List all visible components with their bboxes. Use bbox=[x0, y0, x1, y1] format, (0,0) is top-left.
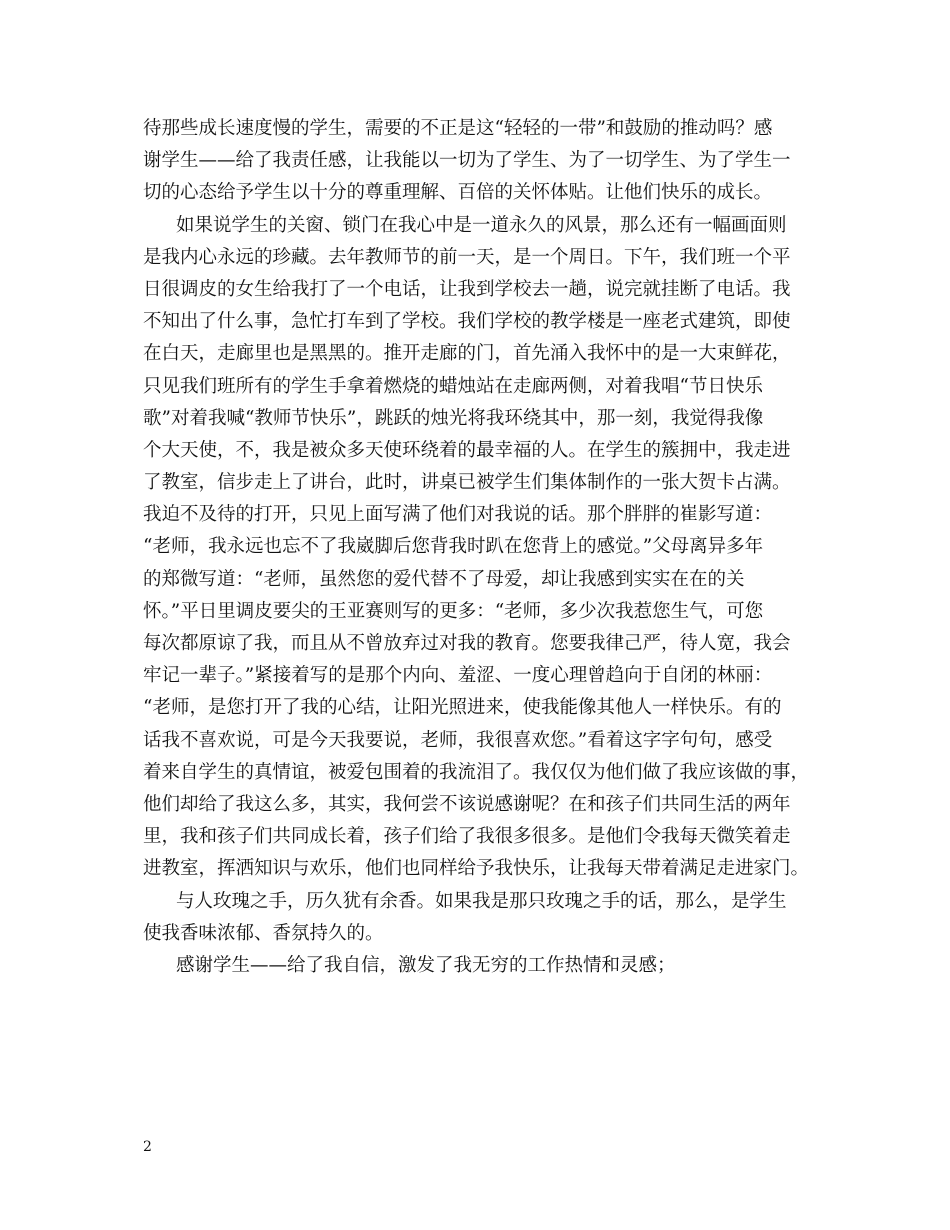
page-number: 2 bbox=[143, 1139, 152, 1155]
text-line: 的郑微写道：“老师，虽然您的爱代替不了母爱，却让我感到实实在在的关 bbox=[143, 568, 745, 590]
text-line: 他们却给了我这么多，其实，我何尝不该说感谢呢？在和孩子们共同生活的两年 bbox=[143, 793, 791, 815]
text-line: 待那些成长速度慢的学生，需要的不正是这“轻轻的一带”和鼓励的推动吗？感 bbox=[143, 118, 773, 139]
text-line: 话我不喜欢说，可是今天我要说，老师，我很喜欢您。”看着这字字句句，感受 bbox=[143, 729, 773, 751]
text-line: 切的心态给予学生以十分的尊重理解、百倍的关怀体贴。让他们快乐的成长。 bbox=[143, 182, 773, 204]
text-line: 了教室，信步走上了讲台，此时，讲桌已被学生们集体制作的一张大贺卡占满。 bbox=[143, 472, 791, 494]
text-line: 进教室，挥洒知识与欢乐，他们也同样给予我快乐，让我每天带着满足走进家门。 bbox=[143, 858, 810, 880]
text-line: 不知出了什么事，急忙打车到了学校。我们学校的教学楼是一座老式建筑，即使 bbox=[143, 311, 791, 333]
text-line: “老师，是您打开了我的心结，让阳光照进来，使我能像其他人一样快乐。有的 bbox=[143, 697, 782, 719]
text-line: 在白天，走廊里也是黑黑的。推开走廊的门，首先涌入我怀中的是一大束鲜花， bbox=[143, 343, 791, 365]
text-line: 只见我们班所有的学生手拿着燃烧的蜡烛站在走廊两侧，对着我唱“节日快乐 bbox=[143, 375, 763, 397]
text-line: 个大天使，不，我是被众多天使环绕着的最幸福的人。在学生的簇拥中，我走进 bbox=[143, 439, 791, 461]
text-line: 感谢学生——给了我自信，激发了我无穷的工作热情和灵感； bbox=[176, 954, 676, 976]
text-line: 使我香味浓郁、香氛持久的。 bbox=[143, 922, 384, 944]
text-line: “老师，我永远也忘不了我崴脚后您背我时趴在您背上的感觉。”父母离异多年 bbox=[143, 536, 764, 558]
text-line: 谢学生——给了我责任感，让我能以一切为了学生、为了一切学生、为了学生一 bbox=[143, 150, 791, 172]
document-body bbox=[143, 113, 823, 982]
text-line: 着来自学生的真情谊，被爱包围着的我流泪了。我仅仅为他们做了我应该做的事， bbox=[143, 761, 810, 783]
text-line: 里，我和孩子们共同成长着，孩子们给了我很多很多。是他们令我每天微笑着走 bbox=[143, 826, 791, 848]
text-line: 牢记一辈子。”紧接着写的是那个内向、羞涩、一度心理曾趋向于自闭的林丽： bbox=[143, 665, 773, 687]
text-line: 我迫不及待的打开，只见上面写满了他们对我说的话。那个胖胖的崔影写道： bbox=[143, 504, 773, 526]
text-line: 如果说学生的关窗、锁门在我心中是一道永久的风景，那么还有一幅画面则 bbox=[176, 214, 787, 236]
text-line: 是我内心永远的珍藏。去年教师节的前一天，是一个周日。下午，我们班一个平 bbox=[143, 246, 791, 268]
text-line: 怀。”平日里调皮要尖的王亚赛则写的更多：“老师，多少次我惹您生气，可您 bbox=[143, 600, 764, 622]
text-line: 日很调皮的女生给我打了一个电话，让我到学校去一趟，说完就挂断了电话。我 bbox=[143, 278, 791, 300]
text-line: 每次都原谅了我，而且从不曾放弃过对我的教育。您要我律己严，待人宽，我会 bbox=[143, 633, 791, 654]
text-line: 歌”对着我喊“教师节快乐”，跳跃的烛光将我环绕其中，那一刻，我觉得我像 bbox=[143, 407, 764, 429]
text-line: 与人玫瑰之手，历久犹有余香。如果我是那只玫瑰之手的话，那么，是学生 bbox=[176, 890, 787, 912]
